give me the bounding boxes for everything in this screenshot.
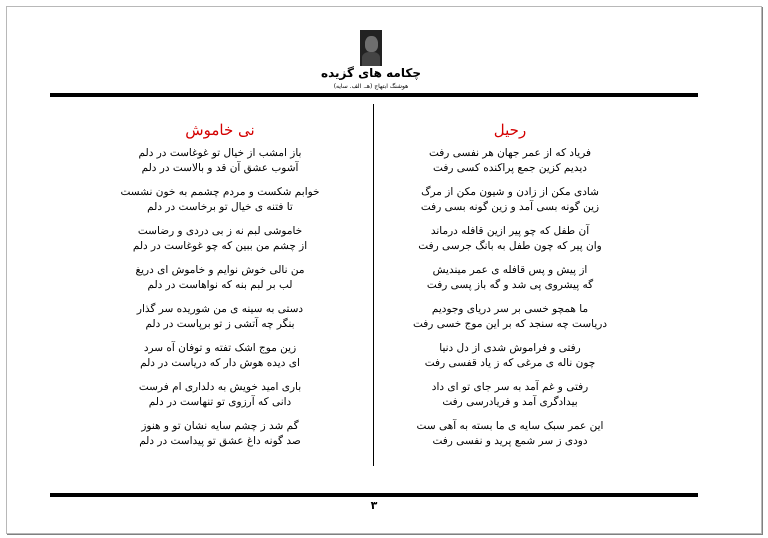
stanza <box>120 341 320 371</box>
verse-line: از پیش و پس قافله ی عمر میندیش <box>432 264 588 276</box>
stanza <box>120 263 320 293</box>
verse-line: شادی مکن از زادن و شیون مکن از مرگ <box>421 186 599 198</box>
stanza <box>120 185 320 215</box>
poem-title: نی خاموش <box>185 121 255 139</box>
verse-line: صد گونه داغ عشق تو پیداست در دلم <box>139 435 301 447</box>
column-divider <box>373 104 374 466</box>
verse-line: آن طفل که چو پیر ازین قافله درماند <box>430 225 590 237</box>
verse-line: بیدادگری آمد و فریادرسی رفت <box>442 396 578 408</box>
stanza <box>410 185 610 215</box>
poem-ney-khamoush <box>120 120 320 458</box>
verse-line: زین موج اشک تفته و توفان آه سرد <box>143 342 297 354</box>
top-rule <box>50 93 698 97</box>
stanza <box>410 146 610 176</box>
verse-line: از چشم من ببین که چو غوغاست در دلم <box>132 240 308 252</box>
verse-line: دیدیم کزین جمع پراکنده کسی رفت <box>433 162 587 174</box>
verse-line: این عمر سبک سایه ی ما بسته به آهی ست <box>416 420 604 432</box>
stanza <box>120 302 320 332</box>
stanza <box>410 263 610 293</box>
stanza <box>120 419 320 449</box>
stanza <box>120 380 320 410</box>
verse-line: دستی به سینه ی من شوریده سر گذار <box>136 303 304 315</box>
verse-line: باری امید خویش به دلداری ام فرست <box>138 381 302 393</box>
verse-line: بنگر چه آتشی ز تو برپاست در دلم <box>145 318 295 330</box>
stanza <box>410 419 610 449</box>
verse-line: دانی که آرزوی تو تنهاست در دلم <box>148 396 292 408</box>
verse-line: آشوب عشق آن قد و بالاست در دلم <box>141 162 299 174</box>
stanza <box>410 380 610 410</box>
bottom-rule <box>50 493 698 497</box>
verse-line: رفتی و غم آمد به سر جای تو ای داد <box>431 381 589 393</box>
book-title: چکامه های گزیده <box>321 66 421 80</box>
verse-line: دریاست چه سنجد که بر این موج خسی رفت <box>412 318 608 330</box>
author-portrait-image <box>360 30 382 66</box>
verse-line: ما همچو خسی بر سر دریای وجودیم <box>431 303 589 315</box>
verse-line: تا فتنه ی خیال تو برخاست در دلم <box>147 201 293 213</box>
verse-line: خوابم شکست و مردم چشمم به خون نشست <box>120 186 320 198</box>
verse-line: رفتی و فراموش شدی از دل دنیا <box>439 342 581 354</box>
stanza <box>410 224 610 254</box>
verse-line: خاموشی لبم نه ز بی دردی و رضاست <box>137 225 303 237</box>
verse-line: گه پیشروی پی شد و گه باز پسی رفت <box>426 279 594 291</box>
verse-line: گم شد ز چشم سایه نشان تو و هنوز <box>141 420 299 432</box>
verse-line: ای دیده هوش دار که دریاست در دلم <box>140 357 300 369</box>
verse-line: وان پیر که چون طفل به بانگ جرسی رفت <box>418 240 602 252</box>
portrait-face <box>365 36 378 52</box>
poem-title: رحیل <box>493 121 527 139</box>
verse-line: دودی ز سر شمع پرید و نفسی رفت <box>432 435 588 447</box>
verse-line: باز امشب از خیال تو غوغاست در دلم <box>138 147 302 159</box>
verse-line: زین گونه بسی آمد و زین گونه بسی رفت <box>420 201 600 213</box>
stanza <box>410 302 610 332</box>
verse-line: لب بر لبم بنه که نواهاست در دلم <box>147 279 293 291</box>
stanza <box>120 224 320 254</box>
stanza <box>120 146 320 176</box>
verse-line: فریاد که از عمر جهان هر نفسی رفت <box>428 147 592 159</box>
portrait-body <box>362 52 380 66</box>
verse-line: چون ناله ی مرغی که ز یاد قفسی رفت <box>424 357 596 369</box>
poem-rahil <box>410 120 610 458</box>
verse-line: من نالی خوش نوایم و خاموش ای دریغ <box>135 264 305 276</box>
book-subtitle: هوشنگ ابتهاج (هـ. الف. سایه) <box>333 83 409 90</box>
stanza <box>410 341 610 371</box>
page-number: ۳ <box>370 499 378 512</box>
